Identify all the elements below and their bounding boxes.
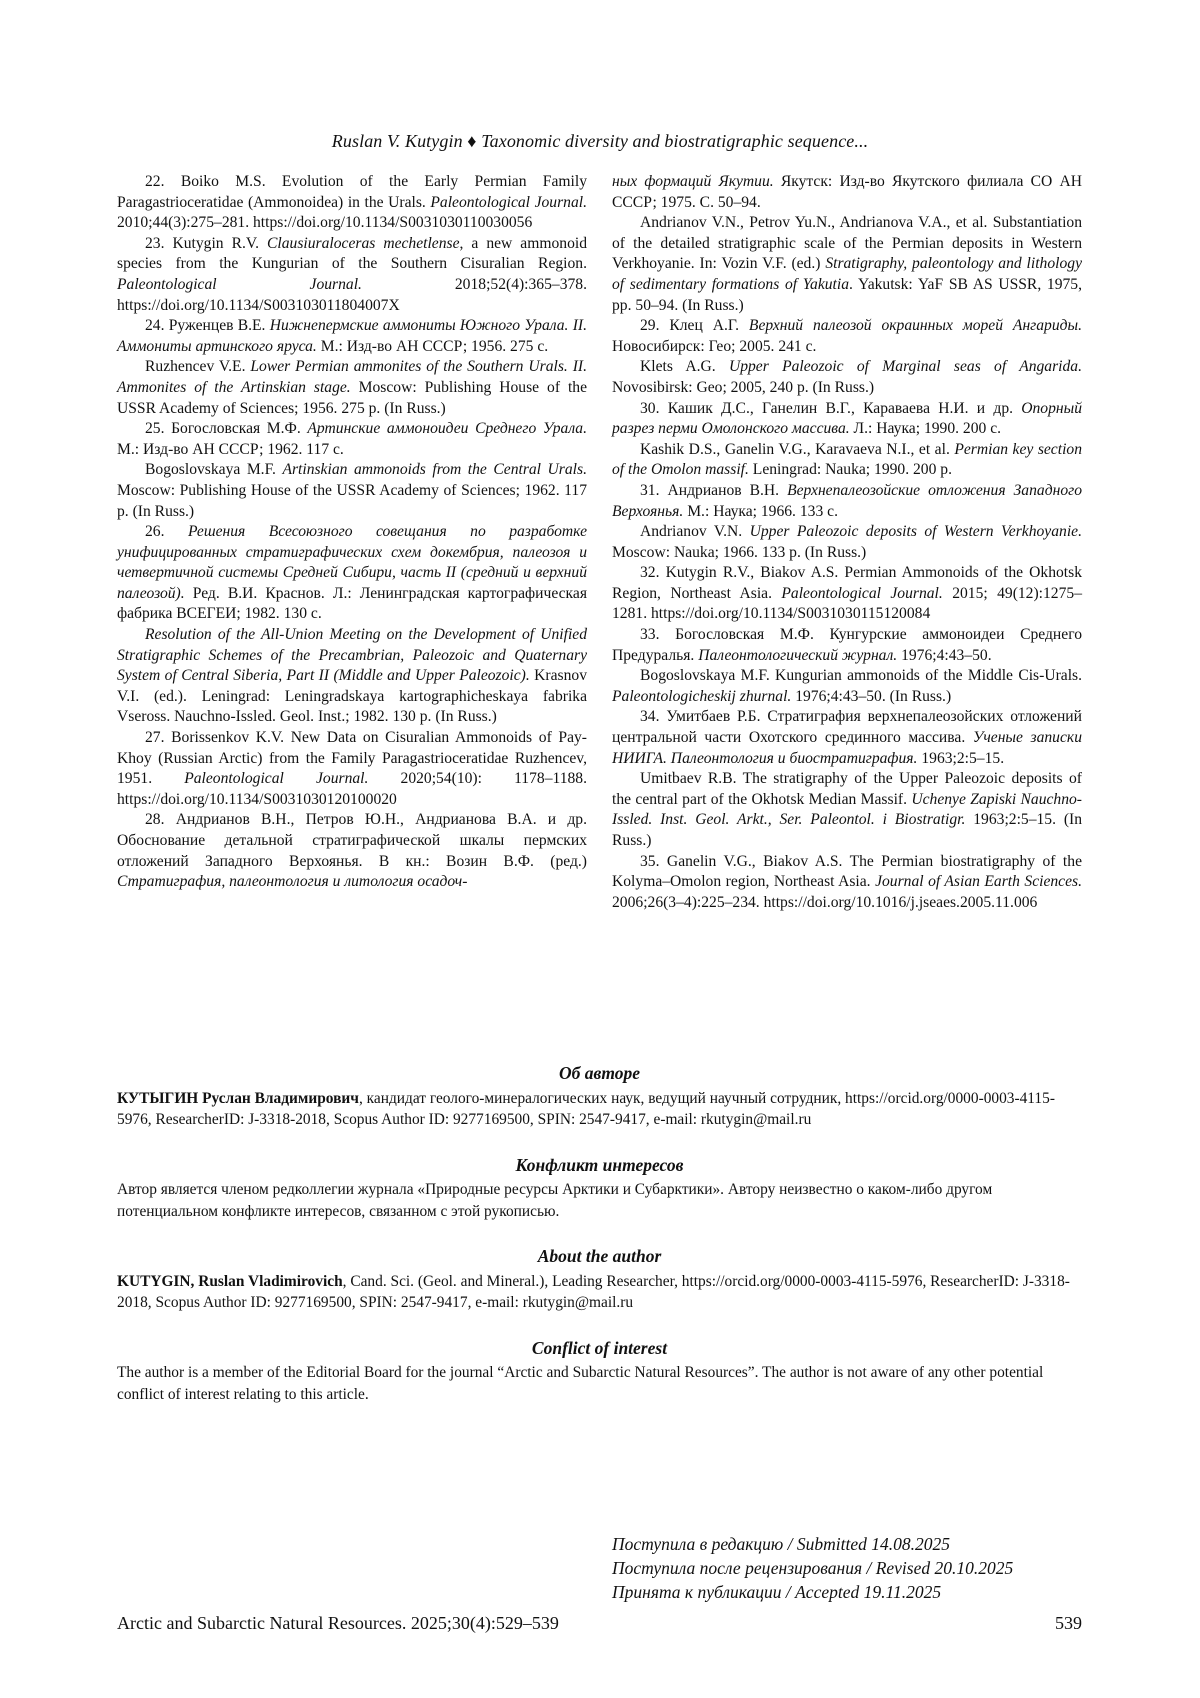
reference-text: Moscow: Publishing House of the USSR Academy of Sciences; 1956. 275 p. (In Russ.) — [117, 378, 587, 417]
back-matter — [117, 1063, 1082, 1429]
reference-entry — [612, 625, 1082, 666]
reference-entry — [117, 234, 587, 316]
reference-italic-text: Artinskian ammonoids from the Central Urals. — [282, 461, 587, 479]
reference-italic-text: ных формаций Якутии. — [612, 173, 774, 190]
reference-text: 2010;44(3):275–281. https://doi.org/10.1134/S0031030110030056 — [117, 214, 533, 232]
reference-text: 1976;4:43–50. (In Russ.) — [791, 687, 952, 705]
reference-text: М.: Наука; 1966. 133 с. — [683, 502, 838, 520]
reference-italic-text: Resolution of the All-Union Meeting on the Development of Unified Stratigraphic Schemes of the Precambrian, Paleozoic and Quaternary System of Central Siberia, Part II (Middle and Upper Paleozoic). — [117, 626, 587, 685]
reference-italic-text: Stratigraphy, paleontology and lithology of sedimentary formations of Yakutia — [612, 255, 1082, 293]
conflict-ru-text: Автор является членом редколлегии журнала «Природные ресурсы Арктики и Субарктики». Автору неизвестно о каком-либо другом потенциальном конфликте интересов, связанном с этой рукописью. — [117, 1181, 993, 1220]
reference-text: Kashik D.S., Ganelin V.G., Karavaeva N.I., et al. — [640, 440, 955, 458]
reference-text: Krasnov V.I. (ed.). Leningrad: Leningradskaya kartographicheskaya fabrika Vseross. Nauchno-Issled. Geol. Inst.; 1982. 130 p. (In Russ.) — [117, 667, 588, 726]
reference-text: Moscow: Nauka; 1966. 133 p. (In Russ.) — [612, 543, 867, 561]
reference-italic-text: Lower Permian ammonites of the Southern Urals. II. Ammonites of the Artinskian stage. — [117, 358, 587, 396]
date-submitted: Поступила в редакцию / Submitted 14.08.2025 — [612, 1534, 951, 1554]
reference-entry — [612, 563, 1082, 625]
reference-italic-text: Upper Paleozoic deposits of Western Verkhoyanie. — [749, 523, 1082, 541]
reference-entry — [117, 357, 587, 419]
reference-text: 2020;54(10): 1178–1188. https://doi.org/10.1134/S0031030120100020 — [117, 770, 588, 808]
about-ru-paragraph — [117, 1088, 1082, 1131]
reference-entry — [117, 172, 587, 234]
reference-italic-text: Решения Всесоюзного совещания по разработке унифицированных стратиграфических схем докембрия, палеозоя и четвертичной системы Средней Сибири, часть II (средний и верхний палеозой). — [117, 523, 587, 602]
reference-entry — [612, 399, 1082, 440]
reference-text: Klets A.G. — [640, 358, 729, 376]
reference-text: 2015; 49(12):1275–1281. https://doi.org/10.1134/S0031030115120084 — [612, 584, 1082, 623]
reference-text: Новосибирск: Гео; 2005. 241 с. — [612, 337, 817, 355]
reference-italic-text: Верхнепалеозойские отложения Западного Верхоянья. — [612, 481, 1082, 520]
reference-text: 35. Ganelin V.G., Biakov A.S. The Permian biostratigraphy of the Kolyma–Omolon region, Northeast Asia. — [612, 852, 1082, 891]
conflict-ru-heading: Конфликт интересов — [515, 1154, 684, 1175]
reference-italic-text: Journal of Asian Earth Sciences. — [875, 873, 1082, 891]
reference-italic-text: Нижнепермские аммониты Южного Урала. II. Аммониты артинского яруса. — [117, 317, 587, 355]
about-ru-name: КУТЫГИН Руслан Владимирович — [117, 1089, 359, 1107]
reference-entry — [117, 625, 587, 728]
reference-text: , a new ammonoid species from the Kungurian of the Southern Cisuralian Region. — [117, 234, 587, 273]
reference-text: 1976;4:43–50. — [897, 646, 992, 664]
reference-text: М.: Изд-во АН СССР; 1962. 117 с. — [117, 440, 344, 458]
reference-text: 29. Клец А.Г. — [640, 317, 749, 335]
running-head — [0, 131, 1200, 152]
reference-entry — [612, 852, 1082, 914]
reference-text: Bogoslovskaya M.F. — [145, 461, 283, 479]
reference-text: 1963;2:5–15. — [917, 749, 1005, 767]
reference-entry — [612, 769, 1082, 851]
reference-entry — [612, 357, 1082, 398]
reference-italic-text: Палеонтологический журнал. — [698, 646, 898, 664]
reference-text: 24. Руженцев В.Е. — [145, 317, 270, 335]
reference-entry — [612, 316, 1082, 357]
reference-italic-text: Стратиграфия, палеонтология и литология осадоч- — [117, 873, 468, 891]
reference-italic-text: Верхний палеозой окраинных морей Ангариды. — [748, 317, 1082, 335]
reference-entry — [612, 481, 1082, 522]
about-en-name: KUTYGIN, Ruslan Vladimirovich — [117, 1272, 343, 1290]
reference-entry — [117, 419, 587, 460]
reference-entry — [117, 460, 587, 522]
reference-text: 2006;26(3–4):225–234. https://doi.org/10.1016/j.jseaes.2005.11.006 — [612, 893, 1038, 911]
date-revised: Поступила после рецензирования / Revised 20.10.2025 — [612, 1558, 1014, 1578]
reference-text: 28. Андрианов В.Н., Петров Ю.Н., Андрианова В.А. и др. Обоснование детальной стратиграфической шкалы пермских отложений Западного Верхоянья. В кн.: Возин В.Ф. (ред.) — [117, 811, 587, 870]
page-number: 539 — [1055, 1613, 1082, 1633]
reference-italic-text: Артинские аммоноидеи Среднего Урала. — [307, 420, 587, 438]
header-separator-icon: ♦ — [467, 131, 477, 151]
submission-dates — [612, 1532, 1013, 1604]
reference-italic-text: Paleontologicheskij zhurnal. — [612, 687, 792, 705]
conflict-en-heading: Conflict of interest — [531, 1337, 668, 1358]
reference-entry — [612, 707, 1082, 769]
reference-text: Novosibirsk: Geo; 2005, 240 p. (In Russ.) — [612, 378, 875, 396]
reference-text: 27. Borissenkov K.V. New Data on Cisuralian Ammonoids of Pay-Khoy (Russian Arctic) from the Family Paragastrioceratidae Ruzhencev, 1951. — [117, 729, 587, 788]
reference-column-right — [612, 172, 1082, 913]
header-title: Taxonomic diversity and biostratigraphic sequence... — [481, 131, 869, 151]
reference-text: 23. Kutygin R.V. — [145, 234, 268, 252]
about-en-text: , Cand. Sci. (Geol. and Mineral.), Leading Researcher, https://orcid.org/0000-0003-4115-5976, ResearcherID: J-3318-2018, Scopus Author ID: 9277169500, SPIN: 2547-9417, e-mail: rkutygin@mail.ru — [117, 1272, 1070, 1311]
reference-italic-text: Clausiuraloceras mechetlense — [267, 234, 460, 252]
reference-text: М.: Изд-во АН СССР; 1956. 275 с. — [316, 337, 549, 355]
reference-text: Ruzhencev V.E. — [145, 358, 251, 376]
reference-column-left — [117, 172, 587, 913]
reference-text: 30. Кашик Д.С., Ганелин В.Г., Караваева Н.И. и др. — [640, 399, 1022, 417]
date-accepted: Принята к публикации / Accepted 19.11.2025 — [612, 1582, 942, 1602]
reference-italic-text: Paleontological Journal. — [430, 193, 587, 211]
reference-text: Moscow: Publishing House of the USSR Academy of Sciences; 1962. 117 p. (In Russ.) — [117, 481, 587, 520]
reference-text: 22. Boiko M.S. Evolution of the Early Permian Family Paragastrioceratidae (Ammonoidea) in the Urals. — [117, 173, 587, 211]
reference-text: Ред. В.И. Краснов. Л.: Ленинградская картографическая фабрика ВСЕГЕИ; 1982. 130 с. — [117, 584, 587, 623]
reference-text: 32. Kutygin R.V., Biakov A.S. Permian Ammonoids of the Okhotsk Region, Northeast Asia. — [612, 564, 1082, 602]
reference-italic-text: Permian key section of the Omolon massif. — [612, 440, 1082, 479]
reference-text: 26. — [145, 523, 188, 541]
reference-italic-text: Uchenye Zapiski Nauchno-Issled. Inst. Geol. Arkt., Ser. Paleontol. i Biostratigr. — [612, 790, 1082, 829]
reference-entry — [612, 440, 1082, 481]
reference-columns — [117, 172, 1082, 913]
reference-italic-text: Upper Paleozoic of Marginal seas of Angarida. — [728, 358, 1082, 376]
reference-text: Bogoslovskaya M.F. Kungurian ammonoids of the Middle Cis-Urals. — [640, 667, 1082, 685]
reference-text: Leningrad: Nauka; 1990. 200 p. — [748, 461, 952, 479]
about-ru-text: , кандидат геолого-минералогических наук, ведущий научный сотрудник, https://orcid.org/0000-0003-4115-5976, ResearcherID: J-3318-2018, Scopus Author ID: 9277169500, SPIN: 2547-9417, e-mail: rkutygin@mail.ru — [117, 1089, 1055, 1128]
reference-text: 2018;52(4):365–378. https://doi.org/10.1134/S003103011804007X — [117, 275, 587, 314]
reference-entry — [117, 522, 587, 625]
reference-text: Umitbaev R.B. The stratigraphy of the Upper Paleozoic deposits of the central part of the Okhotsk Median Massif. — [612, 770, 1082, 808]
about-en-paragraph — [117, 1271, 1082, 1314]
reference-italic-text: Paleontological Journal. — [117, 275, 362, 293]
reference-entry — [612, 172, 1082, 213]
reference-text: 31. Андрианов В.Н. — [640, 481, 788, 499]
reference-text: 33. Богословская М.Ф. Кунгурские аммоноидеи Среднего Предуралья. — [612, 626, 1082, 664]
reference-text: 1963;2:5–15. (In Russ.) — [612, 811, 1083, 849]
reference-text: Andrianov V.N., Petrov Yu.N., Andrianova V.A., et al. Substantiation of the detailed stratigraphic scale of the Permian deposits in Western Verkhoyanie. In: Vozin V.F. (ed.) — [612, 214, 1082, 273]
about-en-heading: About the author — [537, 1246, 662, 1266]
reference-italic-text: Paleontological Journal. — [184, 770, 369, 788]
reference-text: Якутск: Изд-во Якутского филиала СО АН СССР; 1975. С. 50–94. — [612, 173, 1082, 211]
reference-text: Andrianov V.N. — [640, 523, 750, 541]
reference-italic-text: Ученые записки НИИГА. Палеонтология и биостратиграфия. — [612, 729, 1082, 767]
conflict-en-text: The author is a member of the Editorial Board for the journal “Arctic and Subarctic Natural Resources”. The author is not aware of any other potential conflict of interest relating to this article. — [117, 1364, 1044, 1403]
reference-entry — [612, 213, 1082, 316]
header-author: Ruslan V. Kutygin — [331, 131, 463, 151]
reference-entry — [612, 522, 1082, 563]
reference-text: 25. Богословская М.Ф. — [145, 420, 308, 438]
reference-entry — [612, 666, 1082, 707]
footer-citation: Arctic and Subarctic Natural Resources. 2025;30(4):529–539 — [117, 1613, 559, 1633]
reference-entry — [117, 316, 587, 357]
reference-text: Л.: Наука; 1990. 200 с. — [849, 420, 1002, 438]
reference-italic-text: Paleontological Journal. — [781, 584, 943, 602]
reference-entry — [117, 810, 587, 892]
about-ru-heading: Об авторе — [559, 1063, 640, 1083]
reference-text: . Yakutsk: YaF SB AS USSR, 1975, pp. 50–94. (In Russ.) — [612, 275, 1082, 314]
reference-entry — [117, 728, 587, 810]
reference-italic-text: Опорный разрез перми Омолонского массива. — [612, 399, 1082, 438]
reference-text: 34. Умитбаев Р.Б. Стратиграфия верхнепалеозойских отложений центральной части Охотского срединного массива. — [612, 708, 1082, 747]
